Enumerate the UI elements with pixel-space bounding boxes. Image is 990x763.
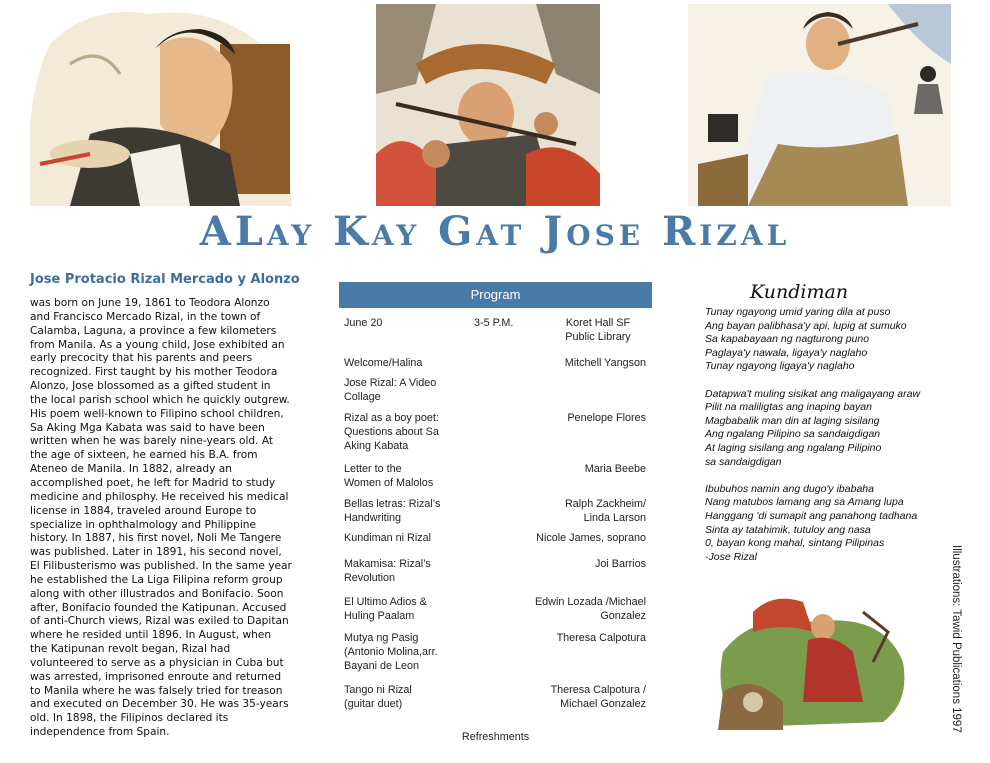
- bio-line: along with other illustrados and Bonifacio. Soon: [30, 587, 284, 600]
- program-item-title: Tango ni Rizal: [344, 684, 412, 696]
- program-item-title: Rizal as a boy poet:: [344, 412, 439, 424]
- illustration-woman-with-flag: [713, 592, 910, 730]
- poem-line: Tunay ngayong ligaya'y naglaho: [705, 360, 855, 373]
- program-item-title: Collage: [344, 391, 381, 403]
- bio-text: [30, 297, 330, 740]
- program-performer: Mitchell Yangson: [564, 357, 646, 369]
- program-performer: Maria Beebe: [584, 463, 646, 475]
- bio-line: Calamba, Laguna, a province a few kilometers: [30, 324, 277, 337]
- poem-line: Hanggang 'di sumapit ang panahong tadhana: [705, 509, 918, 522]
- bio-line: accomplished poet, he left for Madrid to study: [30, 476, 276, 489]
- program-venue: [548, 316, 648, 344]
- bio-line: of anti-Church views, Rizal was exiled to Dapitan: [30, 615, 289, 628]
- venue-line: Public Library: [565, 331, 631, 343]
- poem-line: At laging sisilang ang ngalang Pilipino: [705, 441, 882, 454]
- bio-line: to Manila where he was falsely tried for treason: [30, 684, 283, 697]
- program-performer: Theresa Calpotura: [556, 632, 646, 644]
- program-performer: Michael Gonzalez: [560, 698, 646, 710]
- bio-line: Alonzo, Jose blossomed as a gifted student in: [30, 380, 271, 393]
- poem-line: Nang matubos lamang ang sa Amang lupa: [705, 496, 904, 509]
- poem-line: Magbabalik man din at laging sisilang: [705, 414, 880, 427]
- program-item-title: Mutya ng Pasig: [344, 632, 419, 644]
- program-item-title: Bellas letras: Rizal’s: [344, 498, 441, 510]
- program-item-title: Handwriting: [344, 512, 402, 524]
- program-performer: Joi Barrios: [594, 558, 646, 570]
- bio-line: independence from Spain.: [30, 726, 170, 739]
- bio-line: volunteered to serve as a physician in Cuba but: [30, 656, 284, 669]
- bio-line: was arrested, imprisoned enroute and returned: [30, 670, 282, 683]
- bio-line: history. In 1887, his first novel, Noli Me Tangere: [30, 532, 282, 545]
- program-item-title: Bayani de Leon: [344, 660, 420, 672]
- bio-line: His poem well-known to Filipino school children,: [30, 407, 284, 420]
- poem-line: Sa kapabayaan ng nagturong puno: [705, 333, 870, 346]
- bio-line: was published. Later in 1891, his second novel,: [30, 546, 282, 559]
- bio-heading: Jose Protacio Rizal Mercado y Alonzo: [30, 272, 300, 287]
- illustration-rizal-writing: [30, 4, 292, 206]
- bio-line: and executed on December 30. He was 35-years: [30, 698, 289, 711]
- poem-line: Datapwa't muling sisikat ang maligayang araw: [705, 387, 921, 400]
- poem-stanza: [705, 388, 960, 470]
- bio-line: license in 1884, traveled around Europe to: [30, 504, 257, 517]
- program-item-title: El Ultimo Adios &: [344, 596, 427, 608]
- program-performer: Ralph Zackheim/: [564, 498, 646, 510]
- poem-line: Paglaya'y nawala, ligaya'y naglaho: [705, 346, 868, 359]
- bio-line: he established the La Liga Filipina reform group: [30, 573, 283, 586]
- poem-line: Sinta ay tatahimik, tutuloy ang nasa: [705, 523, 871, 536]
- program-item-title: Makamisa: Rizal’s: [344, 558, 431, 570]
- program-item-title: (Antonio Molina,arr.: [344, 646, 438, 658]
- poem-title: Kundiman: [750, 281, 849, 303]
- poem-line: sa sandaigdigan: [705, 455, 782, 468]
- bio-line: where he resided until 1896. In August, when: [30, 629, 272, 642]
- program-item-title: Huling Paalam: [344, 610, 415, 622]
- page-title: ALay Kay Gat Jose Rizal: [199, 208, 791, 255]
- poem-stanza: [705, 483, 960, 565]
- bio-line: Sa Aking Mga Kabata was said to have been: [30, 421, 265, 434]
- bio-line: recognized. First taught by his mother Teodora: [30, 366, 278, 379]
- bio-line: and Francisco Mercado Rizal, in the town of: [30, 310, 261, 323]
- bio-line: written when he was barely nine-years old. At: [30, 435, 274, 448]
- program-date: June 20: [344, 317, 383, 329]
- program-item-title: Questions about Sa: [344, 426, 439, 438]
- program-item-title: Revolution: [344, 572, 396, 584]
- venue-line: Koret Hall SF: [565, 317, 631, 329]
- poem-line: -Jose Rizal: [705, 550, 757, 563]
- program-item-title: (guitar duet): [344, 698, 403, 710]
- bio-line: the age of sixteen, he earned his B.A. from: [30, 449, 258, 462]
- bio-line: the local parish school which he quickly outgrew.: [30, 393, 290, 406]
- bio-line: El Filibusterismo was published. In the same year: [30, 560, 292, 573]
- program-time: 3-5 P.M.: [474, 317, 514, 329]
- program-performer: Theresa Calpotura /: [550, 684, 646, 696]
- program-performer: Linda Larson: [583, 512, 646, 524]
- poem-line: Ang ngalang Pilipino sa sandaigdigan: [705, 428, 881, 441]
- program-performer: Edwin Lozada /Michael: [534, 596, 646, 608]
- program-performer: Gonzalez: [600, 610, 646, 622]
- bio-line: was born on June 19, 1861 to Teodora Alonzo: [30, 297, 270, 309]
- bio-line: after, Bonifacio founded the Katipunan. Accused: [30, 601, 287, 614]
- poem-line: Tunay ngayong umid yaring dila at puso: [705, 306, 891, 318]
- program-header: Program: [339, 282, 652, 308]
- program-item-title: Women of Malolos: [344, 477, 434, 489]
- program-item-title: Jose Rizal: A Video: [344, 377, 437, 389]
- program-performer: Nicole James, soprano: [536, 532, 646, 544]
- bio-line: from Manila. As a young child, Jose exhibited an: [30, 338, 285, 351]
- poem-stanza: [705, 306, 960, 374]
- bio-line: specialize in ophthalmology and Philippine: [30, 518, 257, 531]
- poem-line: Pilit na maliligtas ang inaping bayan: [705, 401, 872, 414]
- bio-line: old. In 1898, the Filipinos declared its: [30, 712, 229, 725]
- bio-line: Ateneo de Manila. In 1882, already an: [30, 463, 232, 476]
- refreshments-note: Refreshments: [461, 731, 530, 743]
- poem-text: [705, 306, 960, 578]
- poem-line: Ang bayan palibhasa'y api, lupig at sumuko: [705, 319, 907, 332]
- program-item-title: Kundiman ni Rizal: [344, 532, 432, 544]
- illustration-revolution: [376, 4, 600, 206]
- illustration-credit: Illustrations: Tawid Publications 1997: [950, 545, 962, 733]
- program-item-title: Letter to the: [344, 463, 402, 475]
- poem-line: 0, bayan kong mahal, sintang Pilipinas: [705, 537, 885, 550]
- program-item-title: Welcome/Halina: [344, 357, 423, 369]
- bio-line: medicine and philosphy. He received his medical: [30, 490, 289, 503]
- program-performer: Penelope Flores: [567, 412, 646, 424]
- illustration-flute-player: [688, 4, 951, 206]
- poem-line: Ibubuhos namin ang dugo'y ibabaha: [705, 482, 874, 495]
- program-item-title: Aking Kabata: [344, 440, 409, 452]
- bio-line: the Katipunan revolt began, Rizal had: [30, 643, 231, 656]
- bio-line: early precocity that his parents and peers: [30, 352, 253, 365]
